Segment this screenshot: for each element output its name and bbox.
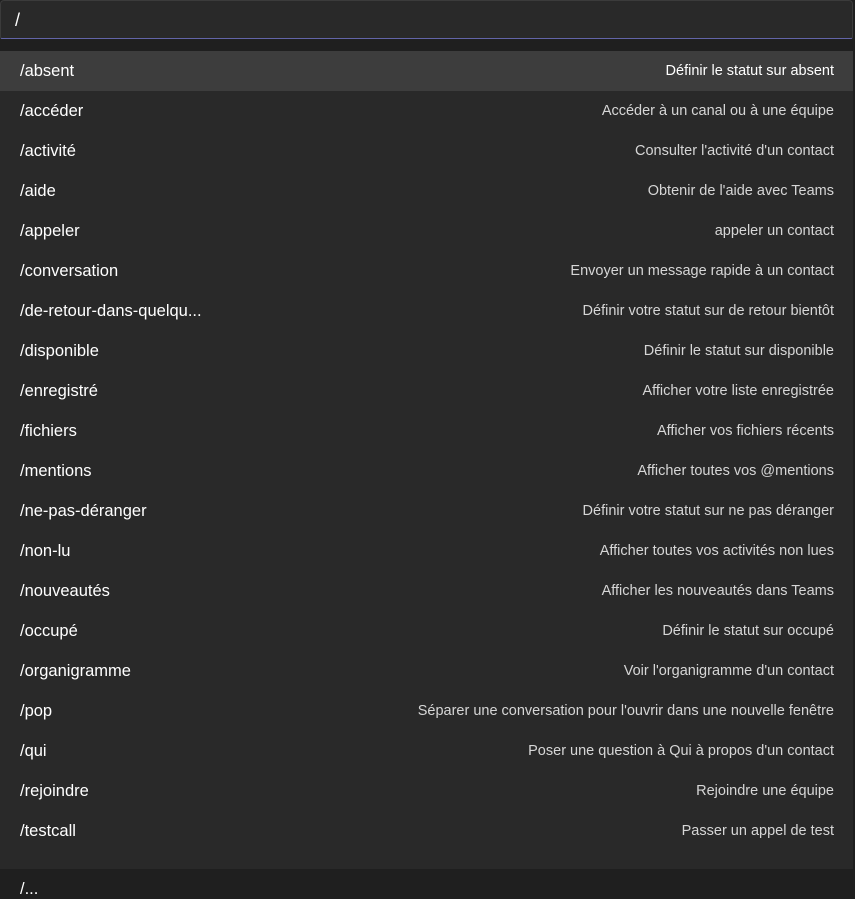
command-item-occupe[interactable] bbox=[0, 611, 853, 651]
command-name: /occupé bbox=[20, 621, 78, 640]
command-description: Définir le statut sur disponible bbox=[643, 343, 834, 359]
command-item-acceder[interactable] bbox=[0, 91, 853, 131]
command-item-pop[interactable] bbox=[0, 691, 853, 731]
command-description: Afficher toutes vos activités non lues bbox=[599, 543, 834, 559]
command-item-absent[interactable] bbox=[0, 51, 853, 91]
command-item-organigramme[interactable] bbox=[0, 651, 853, 691]
command-description: Obtenir de l'aide avec Teams bbox=[647, 183, 834, 199]
command-description: Envoyer un message rapide à un contact bbox=[570, 263, 834, 279]
command-name: /nouveautés bbox=[20, 581, 110, 600]
command-name: /disponible bbox=[20, 341, 99, 360]
command-name: /mentions bbox=[20, 461, 92, 480]
command-item-partial[interactable] bbox=[0, 851, 853, 898]
command-search-input[interactable] bbox=[15, 6, 835, 34]
command-description: Afficher toutes vos @mentions bbox=[637, 463, 834, 479]
command-item-activite[interactable] bbox=[0, 131, 853, 171]
command-item-aide[interactable] bbox=[0, 171, 853, 211]
command-name: /appeler bbox=[20, 221, 80, 240]
command-name: /accéder bbox=[20, 101, 84, 120]
command-item-fichiers[interactable] bbox=[0, 411, 853, 451]
command-description: Définir votre statut sur ne pas déranger bbox=[582, 503, 834, 519]
command-name: /... bbox=[20, 880, 39, 898]
command-description: Afficher les nouveautés dans Teams bbox=[601, 583, 834, 599]
command-item-conversation[interactable] bbox=[0, 251, 853, 291]
command-description: Afficher votre liste enregistrée bbox=[642, 383, 834, 399]
command-description: Définir le statut sur absent bbox=[665, 63, 834, 79]
command-item-de-retour[interactable] bbox=[0, 291, 853, 331]
command-item-qui[interactable] bbox=[0, 731, 853, 771]
command-description: Passer un appel de test bbox=[681, 823, 834, 839]
command-item-mentions[interactable] bbox=[0, 451, 853, 491]
command-name: /non-lu bbox=[20, 541, 71, 560]
command-description: Définir votre statut sur de retour bientôt bbox=[582, 303, 834, 319]
command-item-appeler[interactable] bbox=[0, 211, 853, 251]
command-name: /testcall bbox=[20, 821, 76, 840]
command-description: Afficher vos fichiers récents bbox=[656, 423, 834, 439]
command-name: /activité bbox=[20, 141, 76, 160]
command-item-enregistre[interactable] bbox=[0, 371, 853, 411]
command-description: Définir le statut sur occupé bbox=[662, 623, 834, 639]
command-name: /pop bbox=[20, 701, 53, 720]
command-name: /qui bbox=[20, 741, 47, 760]
command-name: /ne-pas-déranger bbox=[20, 501, 147, 520]
command-description: Consulter l'activité d'un contact bbox=[635, 143, 834, 159]
command-description: Séparer une conversation pour l'ouvrir dans une nouvelle fenêtre bbox=[417, 703, 834, 719]
command-name: /de-retour-dans-quelqu... bbox=[20, 301, 202, 320]
command-name: /aide bbox=[20, 181, 56, 200]
command-item-ne-pas-deranger[interactable] bbox=[0, 491, 853, 531]
command-description: Voir l'organigramme d'un contact bbox=[623, 663, 834, 679]
command-name: /rejoindre bbox=[20, 781, 89, 800]
command-description: Accéder à un canal ou à une équipe bbox=[601, 103, 834, 119]
command-item-rejoindre[interactable] bbox=[0, 771, 853, 811]
command-item-non-lu[interactable] bbox=[0, 531, 853, 571]
command-item-nouveautes[interactable] bbox=[0, 571, 853, 611]
command-description: appeler un contact bbox=[714, 223, 834, 239]
command-description: Poser une question à Qui à propos d'un contact bbox=[528, 743, 834, 759]
command-name: /fichiers bbox=[20, 421, 77, 440]
command-name: /absent bbox=[20, 61, 75, 80]
command-suggestion-list bbox=[0, 51, 853, 898]
command-item-testcall[interactable] bbox=[0, 811, 853, 851]
command-search-box bbox=[0, 0, 853, 39]
command-item-disponible[interactable] bbox=[0, 331, 853, 371]
command-name: /conversation bbox=[20, 261, 119, 280]
command-name: /organigramme bbox=[20, 661, 131, 680]
command-name: /enregistré bbox=[20, 381, 98, 400]
command-description: Rejoindre une équipe bbox=[696, 783, 834, 799]
